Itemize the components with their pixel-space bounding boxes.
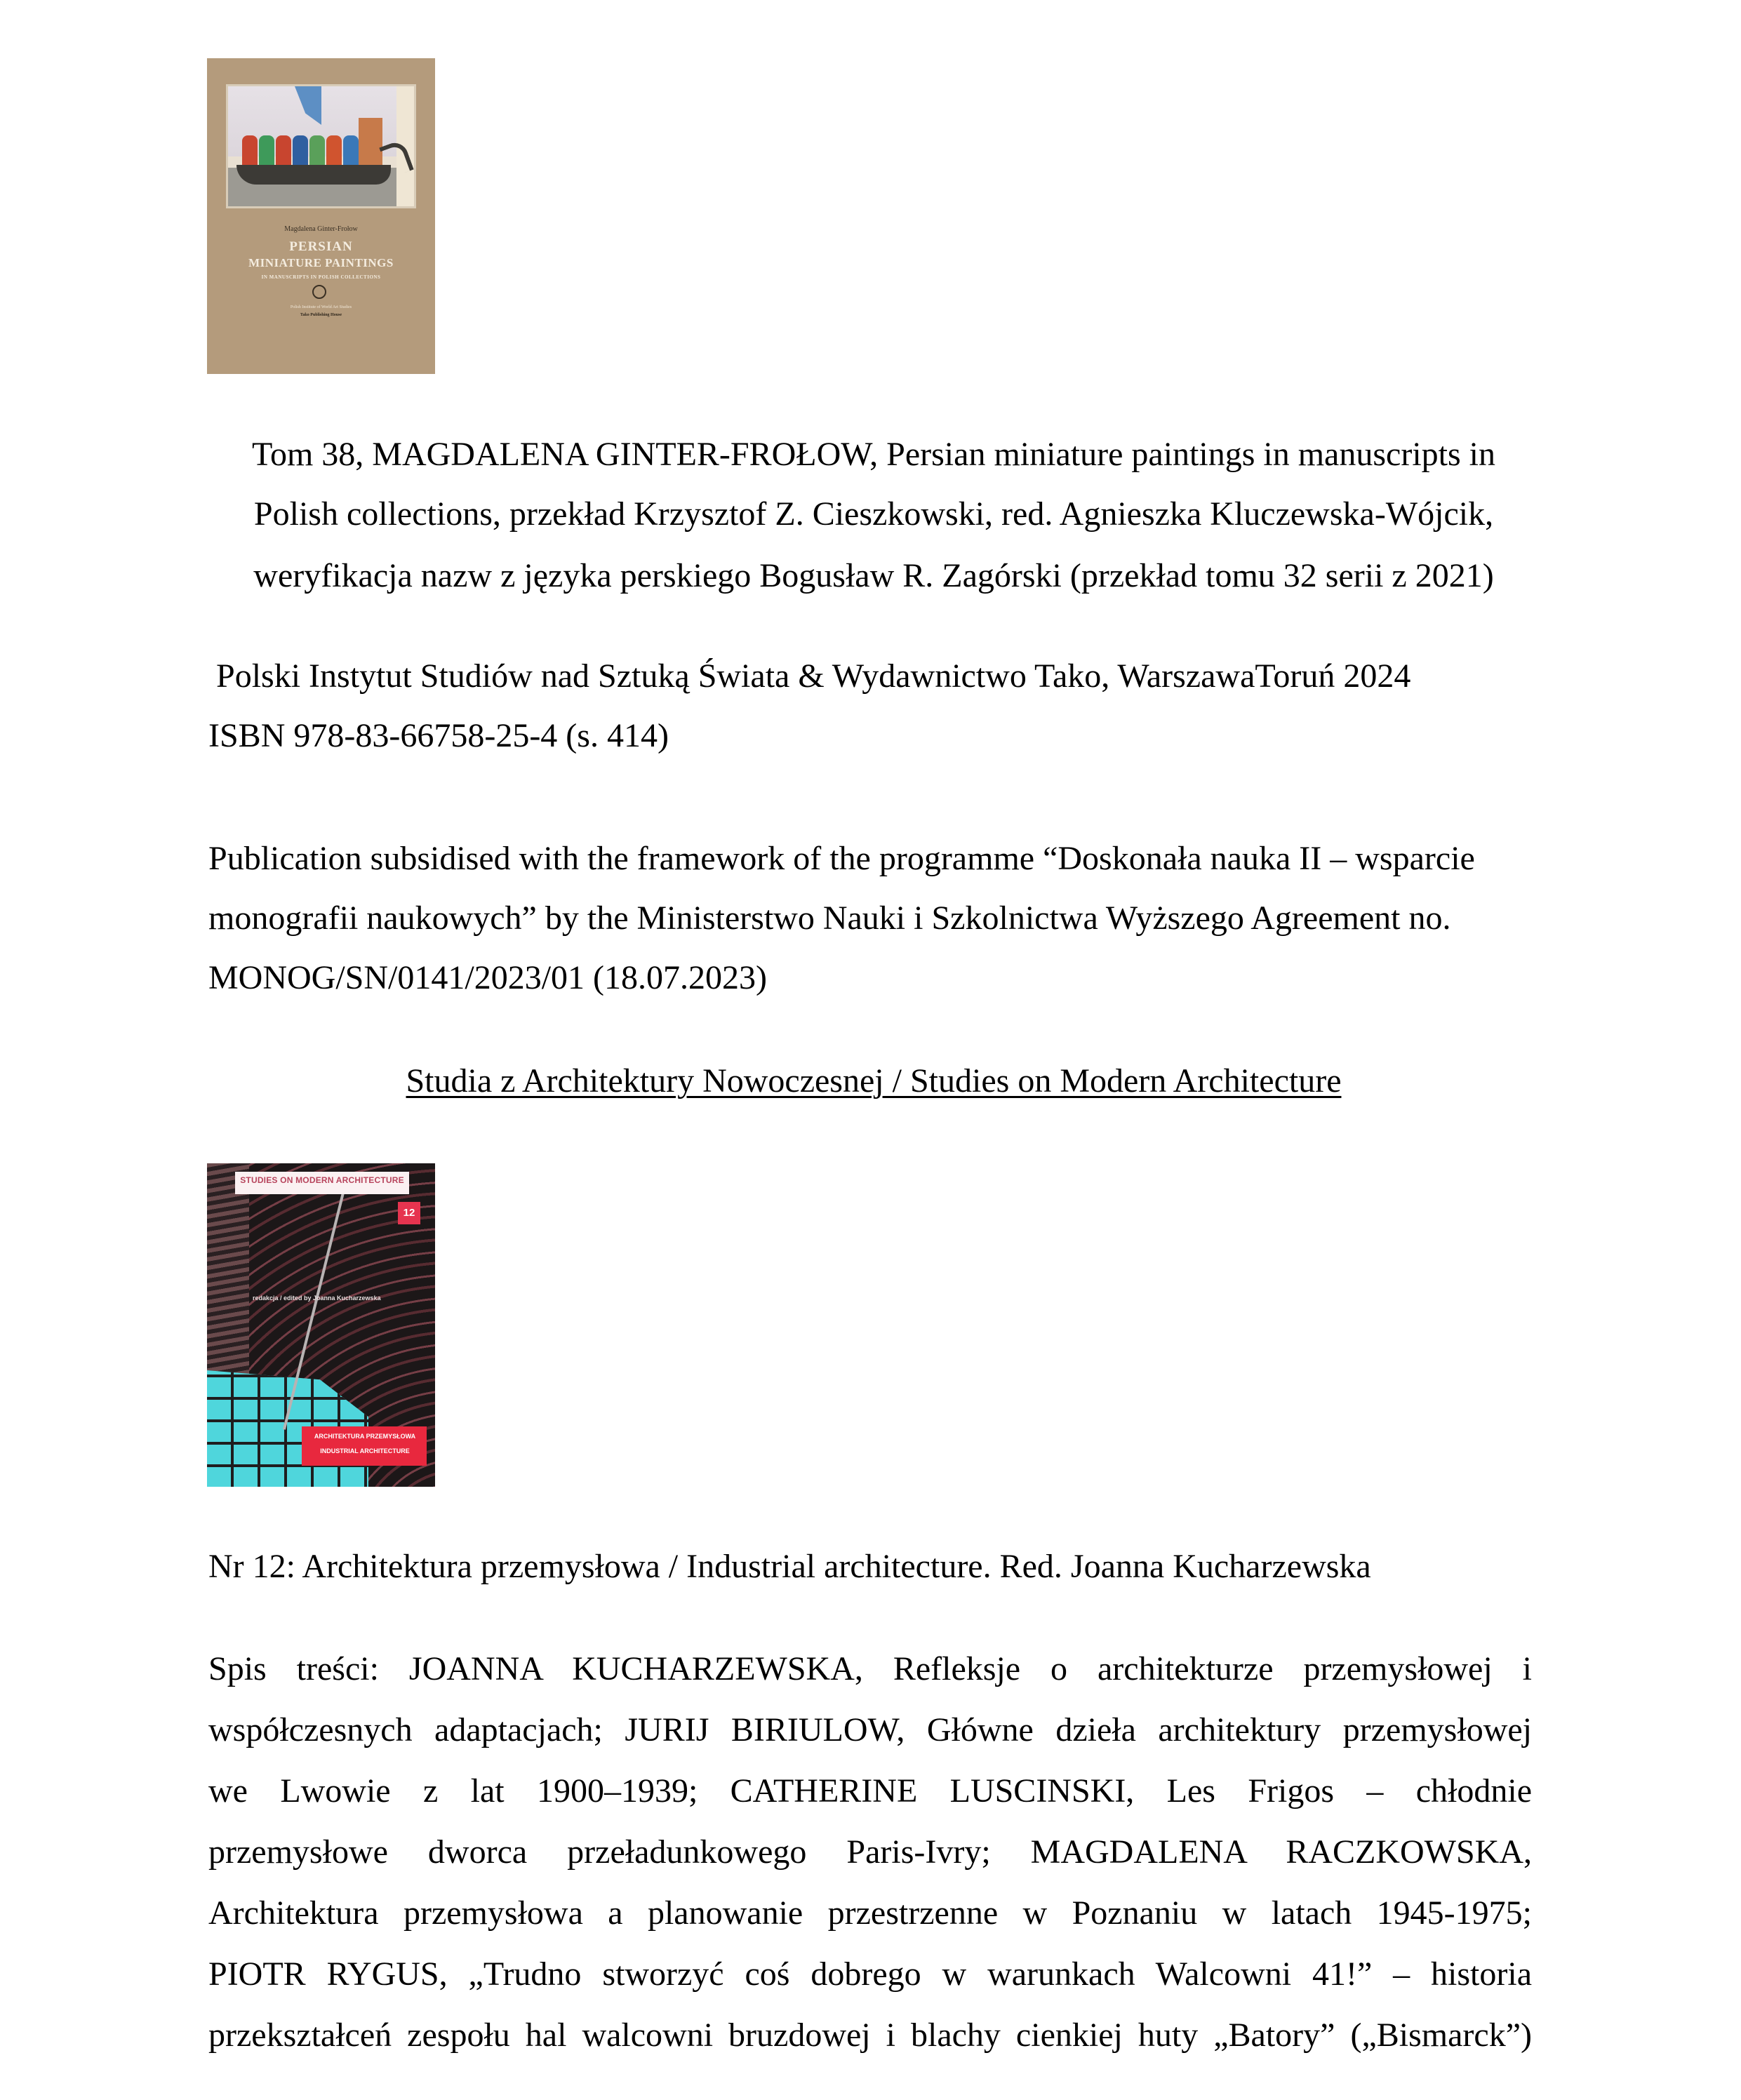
cover-miniature-illustration [226,84,416,208]
toc-line: Architektura przemysłowa a planowanie przestrzenne w Poznaniu w latach 1945-1975; [208,1894,1532,1932]
series-heading-text: Studia z Architektury Nowoczesnej / Studies on Modern Architecture [406,1062,1342,1099]
entry1-description-line: weryfikacja nazw z języka perskiego Bogusław R. Zagórski (przekład tomu 32 serii z 2021) [253,557,1494,594]
toc-line: przekształceń zespołu hal walcowni bruzdowej i blachy cienkiej huty „Batory” („Bismarck”) [208,2017,1532,2054]
toc-line: przemysłowe dworca przeładunkowego Paris-Ivry; MAGDALENA RACZKOWSKA, [208,1833,1532,1871]
cover-publisher-1: Polish Institute of World Art Studies [290,305,352,309]
cover-title-line1: PERSIAN [289,239,353,254]
publisher-seal-icon [312,285,326,299]
toc-line: we Lwowie z lat 1900–1939; CATHERINE LUSCINSKI, Les Frigos – chłodnie [208,1772,1532,1810]
cover-issue-number: 12 [398,1202,420,1224]
cover-author: Magdalena Ginter-Frołow [284,225,358,233]
cover-title-en: INDUSTRIAL ARCHITECTURE [320,1447,410,1454]
toc-line: PIOTR RYGUS, „Trudno stworzyć coś dobrego w warunkach Walcowni 41!” – historia [208,1955,1532,1993]
entry1-publisher: Polski Instytut Studiów nad Sztuką Świata & Wydawnictwo Tako, WarszawaToruń 2024 [216,657,1411,695]
cover-title-line2: MINIATURE PAINTINGS [248,256,394,269]
cover-publisher-2: Tako Publishing House [300,313,342,317]
entry1-funding-line: monografii naukowych” by the Ministerstwo Nauki i Szkolnictwa Wyższego Agreement no. [208,899,1451,937]
toc-line: współczesnych adaptacjach; JURIJ BIRIULOW, Główne dzieła architektury przemysłowej [208,1711,1532,1748]
cover-subtitle: IN MANUSCRIPTS IN POLISH COLLECTIONS [261,274,381,280]
entry1-description-line: Tom 38, MAGDALENA GINTER-FROŁOW, Persian miniature paintings in manuscripts in [251,436,1496,473]
entry1-funding-line: Publication subsidised with the framework of the programme “Doskonała nauka II – wsparcie [208,840,1475,877]
entry1-isbn: ISBN 978-83-66758-25-4 (s. 414) [208,717,669,754]
series-heading [211,1051,1537,1111]
cover-title-pl: ARCHITEKTURA PRZEMYSŁOWA [314,1433,416,1440]
book-cover-persian-miniature-paintings [207,58,435,374]
toc-line: Spis treści: JOANNA KUCHARZEWSKA, Refleksje o architekturze przemysłowej i [208,1650,1532,1687]
cover-editor: redakcja / edited by Joanna Kucharzewska [253,1295,381,1302]
entry1-description-line: Polish collections, przekład Krzysztof Z. Cieszkowski, red. Agnieszka Kluczewska-Wójcik, [253,495,1494,533]
entry2-title: Nr 12: Architektura przemysłowa / Industrial architecture. Red. Joanna Kucharzewska [208,1548,1371,1585]
cover-series-band: STUDIES ON MODERN ARCHITECTURE [240,1175,404,1185]
book-cover-industrial-architecture [207,1163,435,1487]
entry1-funding-line: MONOG/SN/0141/2023/01 (18.07.2023) [208,959,768,996]
